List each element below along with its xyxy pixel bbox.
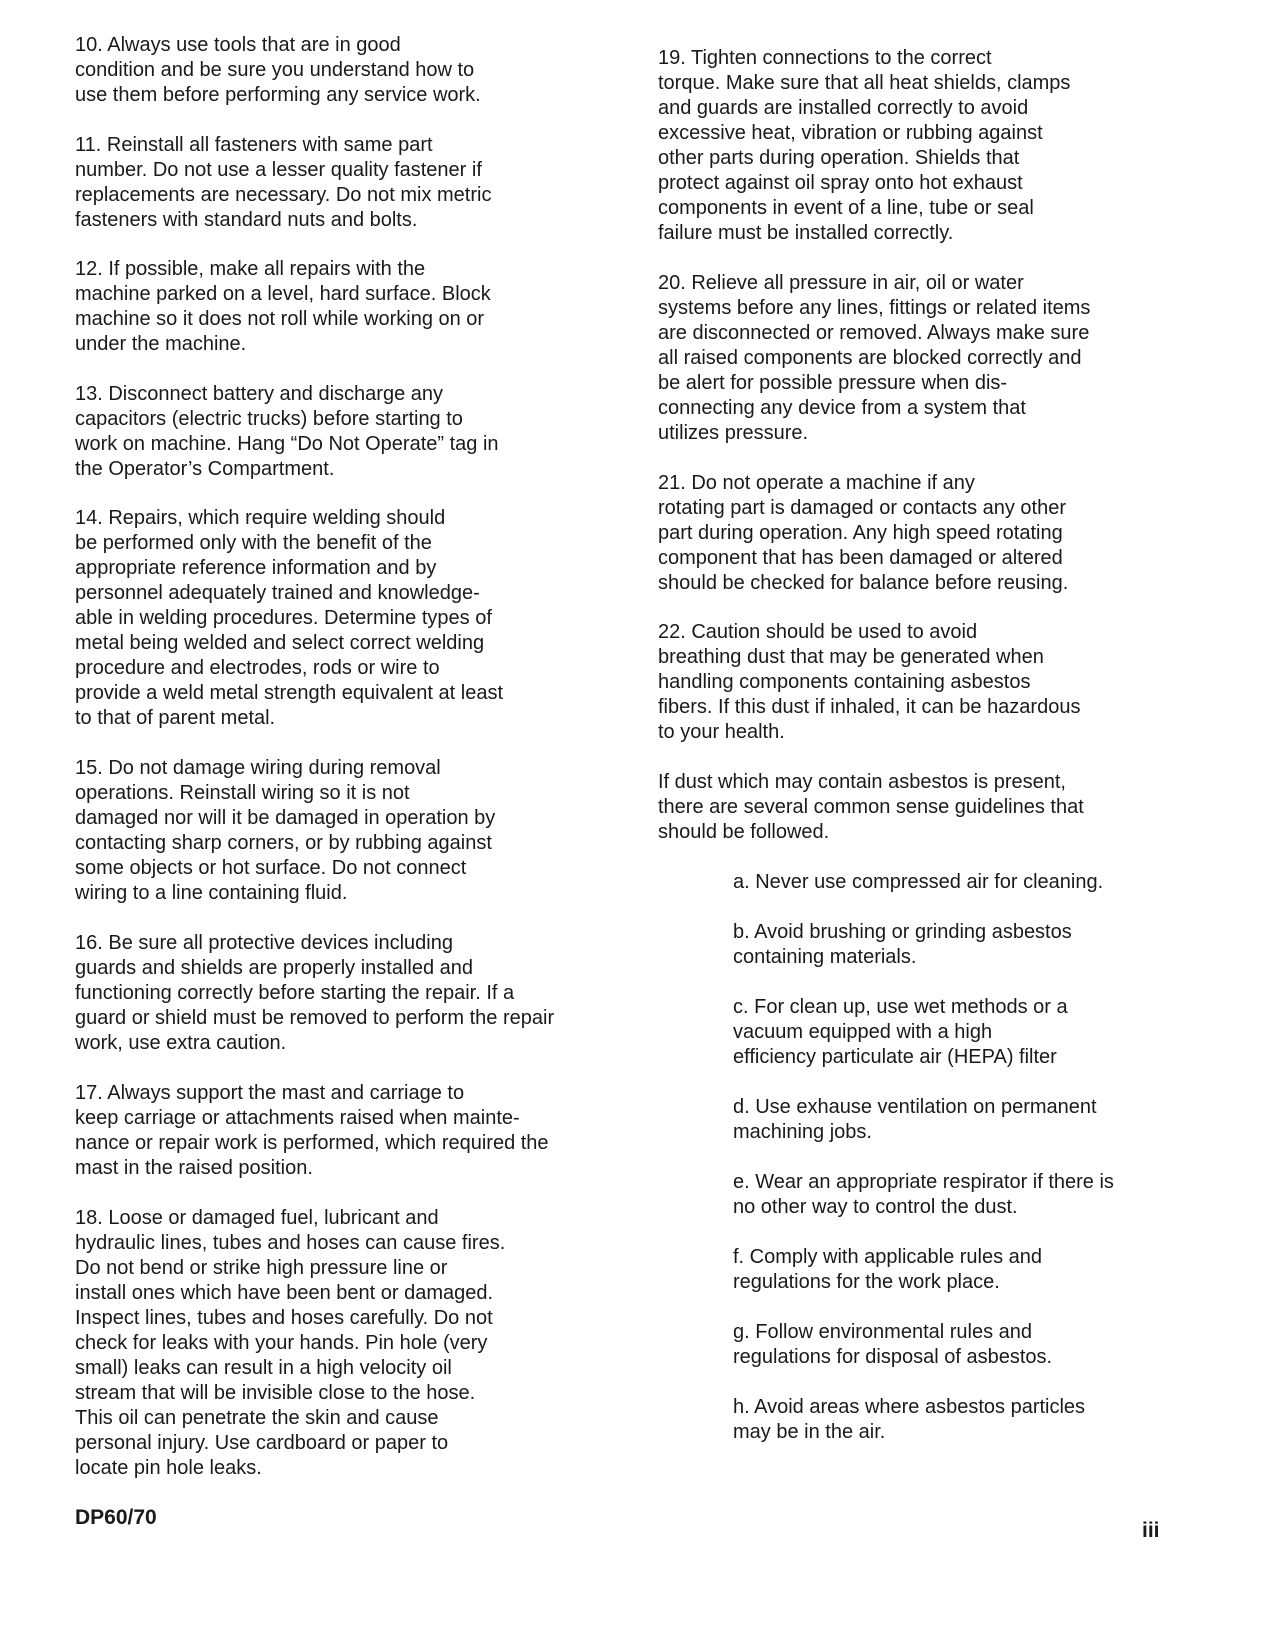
paragraph-11: 11. Reinstall all fasteners with same part number. Do not use a lesser quality fastener if replacements are necessary. Do not mix metric fasteners with standard nuts and bolts. <box>75 134 492 231</box>
paragraph-17: 17. Always support the mast and carriage to keep carriage or attachments raised when mainte- nance or repair work is performed, which required the mast in the raised position. <box>75 1082 549 1179</box>
guideline-e: e. Wear an appropriate respirator if there is no other way to control the dust. <box>733 1171 1114 1218</box>
page-number: iii <box>1142 1519 1160 1542</box>
guideline-h: h. Avoid areas where asbestos particles may be in the air. <box>733 1396 1086 1443</box>
paragraph-asbestos-guidelines: If dust which may contain asbestos is present, there are several common sense guidelines that should be followed. <box>658 771 1084 843</box>
guideline-g: g. Follow environmental rules and regulations for disposal of asbestos. <box>733 1321 1053 1368</box>
paragraph-15: 15. Do not damage wiring during removal operations. Reinstall wiring so it is not damaged nor will it be damaged in operation by contacting sharp corners, or by rubbing against some objects or hot surface. Do not connect wiring to a line containing fluid. <box>75 757 496 904</box>
paragraph-12: 12. If possible, make all repairs with the machine parked on a level, hard surface. Block machine so it does not roll while working on or under the machine. <box>75 258 491 355</box>
guideline-c: c. For clean up, use wet methods or a vacuum equipped with a high efficiency particulate air (HEPA) filter <box>733 996 1068 1068</box>
paragraph-18: 18. Loose or damaged fuel, lubricant and hydraulic lines, tubes and hoses can cause fires. Do not bend or strike high pressure line or install ones which have been bent or damaged. Inspect lines, tubes and hoses carefully. Do not check for leaks with your hands. Pin hole (very small) leaks can result in a high velocity oil stream that will be invisible close to the hose. This oil can penetrate the skin and cause personal injury. Use cardboard or paper to locate pin hole leaks. <box>75 1207 506 1479</box>
paragraph-20: 20. Relieve all pressure in air, oil or water systems before any lines, fittings or related items are disconnected or removed. Always make sure all raised components are blocked correctly and be alert for possible pressure when dis- connecting any device from a system that utilizes pressure. <box>658 272 1091 444</box>
paragraph-19: 19. Tighten connections to the correct torque. Make sure that all heat shields, clamps and guards are installed correctly to avoid excessive heat, vibration or rubbing against other parts during operation. Shields that protect against oil spray onto hot exhaust components in event of a line, tube or seal failure must be installed correctly. <box>658 47 1071 244</box>
paragraph-21: 21. Do not operate a machine if any rotating part is damaged or contacts any other part during operation. Any high speed rotating component that has been damaged or altered should be checked for balance before reusing. <box>658 472 1069 594</box>
guideline-a: a. Never use compressed air for cleaning. <box>733 871 1104 893</box>
guideline-d: d. Use exhause ventilation on permanent machining jobs. <box>733 1096 1097 1143</box>
paragraph-13: 13. Disconnect battery and discharge any capacitors (electric trucks) before starting to work on machine. Hang “Do Not Operate” tag in the Operator’s Compartment. <box>75 383 499 480</box>
paragraph-14: 14. Repairs, which require welding should be performed only with the benefit of the appropriate reference information and by personnel adequately trained and knowledge- able in welding procedures. Determine types of metal being welded and select correct welding procedure and electrodes, rods or wire to provide a weld metal strength equivalent at least to that of parent metal. <box>75 507 504 729</box>
paragraph-10: 10. Always use tools that are in good condition and be sure you understand how to use them before performing any service work. <box>75 34 481 106</box>
model-label: DP60/70 <box>75 1506 157 1529</box>
guideline-b: b. Avoid brushing or grinding asbestos containing materials. <box>733 921 1072 968</box>
paragraph-16: 16. Be sure all protective devices including guards and shields are properly installed and functioning correctly before starting the repair. If a guard or shield must be removed to perform the repair work, use extra caution. <box>75 932 555 1054</box>
guideline-f: f. Comply with applicable rules and regulations for the work place. <box>733 1246 1043 1293</box>
paragraph-22: 22. Caution should be used to avoid breathing dust that may be generated when handling components containing asbestos fibers. If this dust if inhaled, it can be hazardous to your health. <box>658 621 1081 743</box>
